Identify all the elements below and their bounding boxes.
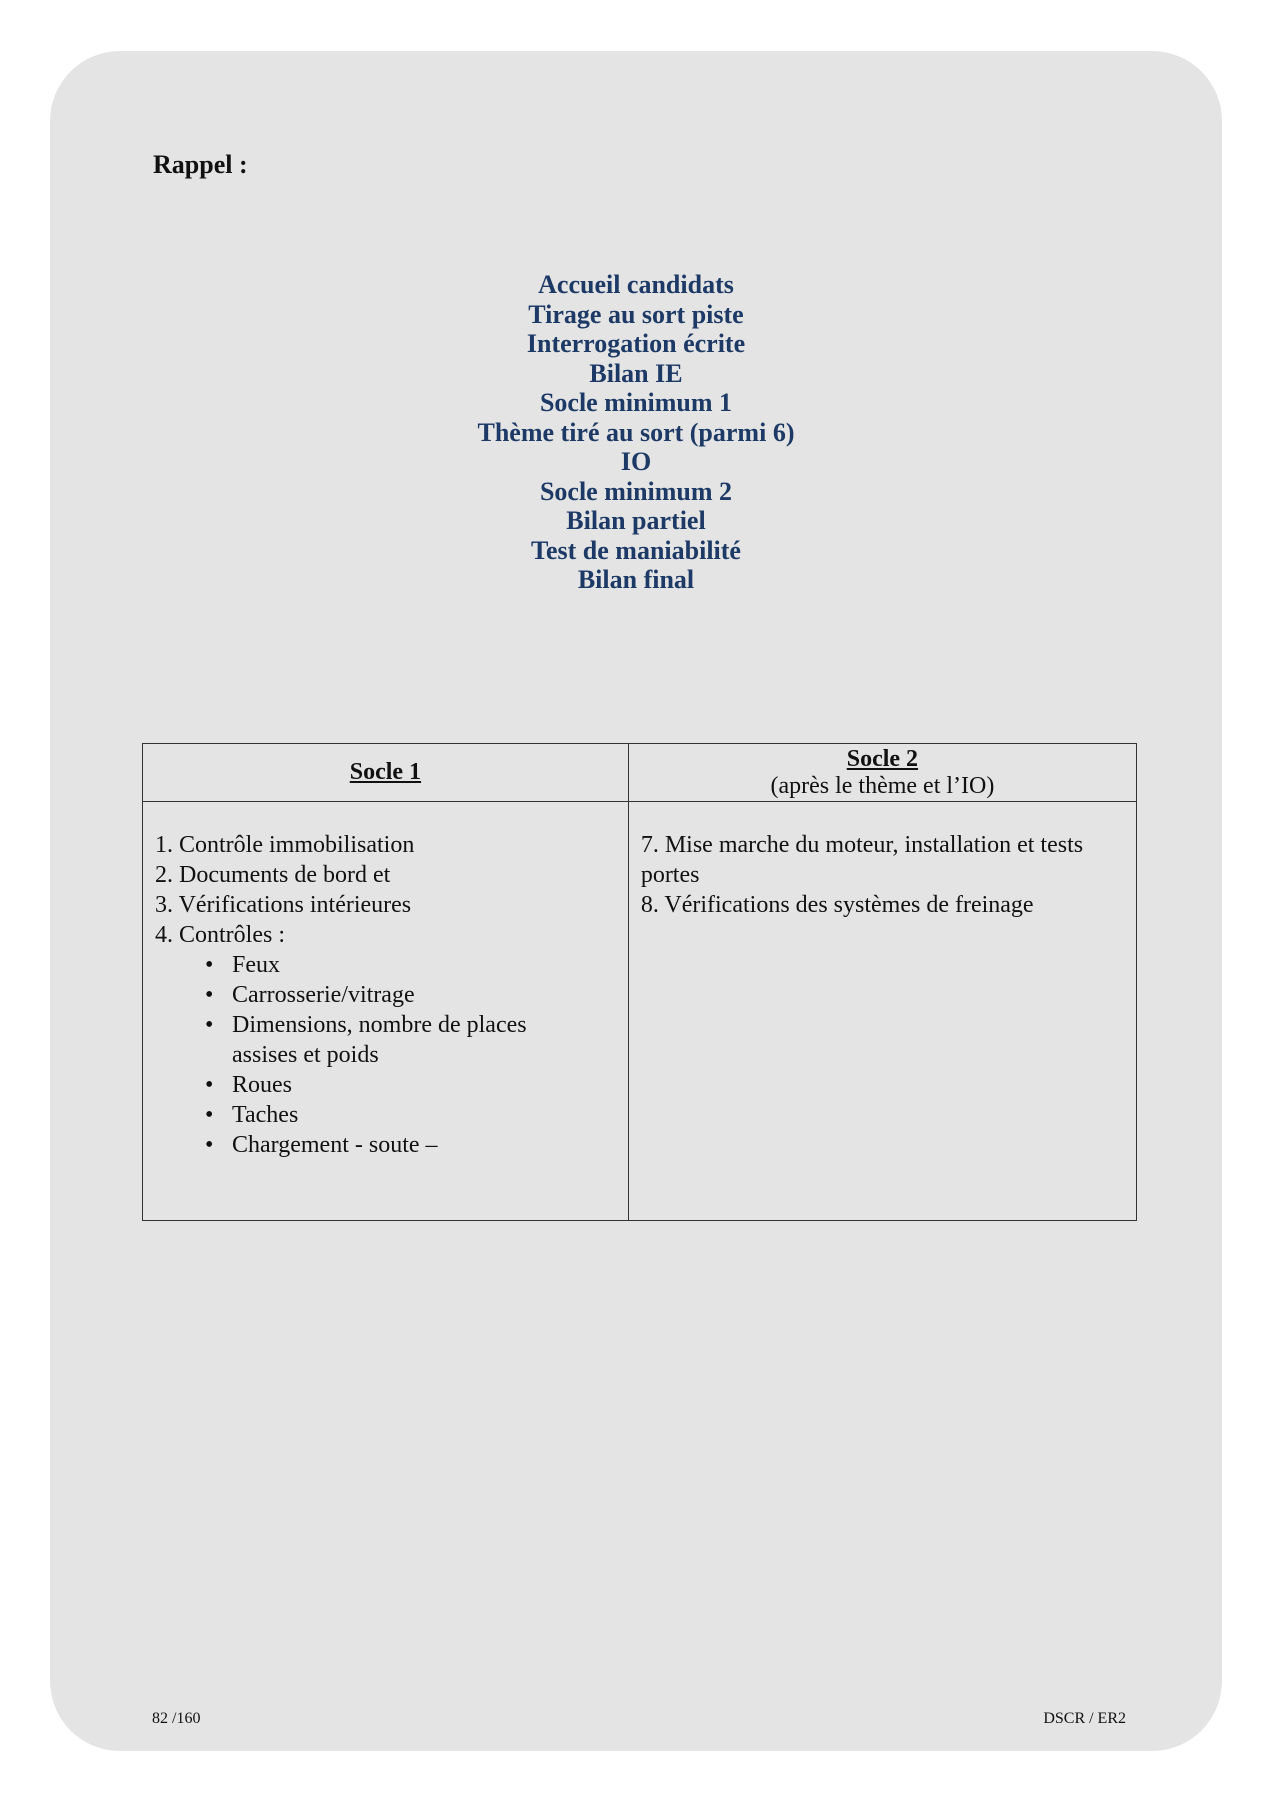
step-item: Bilan partiel <box>566 506 706 535</box>
step-item: Socle minimum 2 <box>539 476 733 506</box>
socle2-item: 8. Vérifications des systèmes de freinage <box>640 892 1034 918</box>
socle2-item: 7. Mise marche du moteur, installation et tests portes <box>640 832 1084 888</box>
bullet-icon: • <box>205 982 214 1008</box>
bullet-icon: • <box>205 1132 214 1158</box>
socle-table <box>142 743 1137 1221</box>
bullet-item: • Carrosserie/vitrage <box>205 982 415 1008</box>
page-number: 82 /160 <box>152 1710 201 1727</box>
socle2-cell <box>628 802 1136 1221</box>
socle2-header <box>628 744 1136 802</box>
step-item: IO <box>620 447 652 476</box>
bullet-icon: • <box>205 1102 214 1128</box>
bullet-item: • Chargement - soute – <box>205 1132 438 1158</box>
step-item: Bilan IE <box>589 358 683 388</box>
bullet-icon: • <box>205 1012 214 1038</box>
step-item: Bilan final <box>577 565 695 594</box>
bullet-item: • Roues <box>205 1072 292 1098</box>
socle1-item: 2. Documents de bord et <box>155 862 391 888</box>
bullet-icon: • <box>205 1072 214 1098</box>
bullet-item: • Feux <box>205 952 280 978</box>
step-item: Test de maniabilité <box>531 535 741 565</box>
step-item: Tirage au sort piste <box>528 299 744 329</box>
bullet-icon: • <box>205 952 214 978</box>
socle2-subtitle: (après le thème et l’IO) <box>770 772 995 799</box>
bullet-item: • Dimensions, nombre de places assises et poids <box>205 1012 527 1068</box>
socle1-title: Socle 1 <box>349 759 422 785</box>
socle1-item: 3. Vérifications intérieures <box>155 892 412 918</box>
bullet-item: • Taches <box>205 1102 299 1128</box>
document-reference: DSCR / ER2 <box>1043 1710 1126 1727</box>
steps-list <box>0 270 1272 595</box>
rappel-heading: Rappel : <box>153 150 248 179</box>
socle1-item: 4. Contrôles : <box>155 922 285 948</box>
step-item: Socle minimum 1 <box>539 388 733 417</box>
socle1-item: 1. Contrôle immobilisation <box>155 832 415 858</box>
step-item: Thème tiré au sort (parmi 6) <box>477 417 795 447</box>
socle1-header <box>143 744 629 802</box>
socle2-title: Socle 2 <box>846 745 919 772</box>
step-item: Interrogation écrite <box>526 329 746 358</box>
socle1-cell <box>143 802 629 1221</box>
table-body-row <box>143 802 1137 1221</box>
controles-bullet-list <box>155 950 535 1160</box>
step-item: Accueil candidats <box>538 270 734 299</box>
table-header-row <box>143 744 1137 802</box>
